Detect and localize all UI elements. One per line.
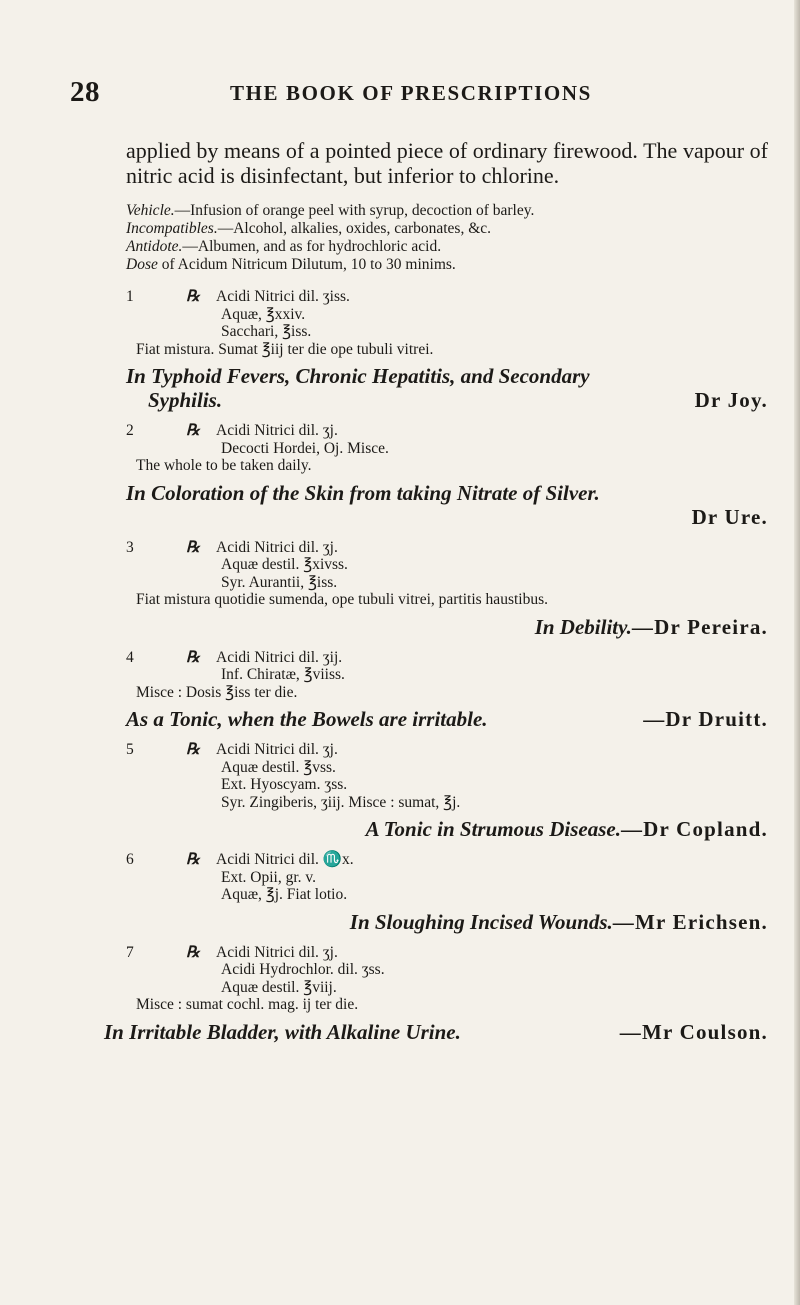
prescription-4 bbox=[126, 649, 768, 702]
rx-line: Ext. Opii, gr. v. bbox=[221, 868, 317, 886]
note-text: of Acidum Nitricum Dilutum, 10 to 30 minims. bbox=[157, 256, 456, 273]
indication-title: A Tonic in Strumous Disease. bbox=[365, 817, 621, 841]
recipe-icon: ℞ bbox=[186, 851, 200, 868]
prescription-number: 4 bbox=[126, 648, 134, 666]
indication-author: —Dr Druitt. bbox=[643, 707, 768, 731]
ingredient: Acidi Nitrici dil. ʒj. bbox=[216, 943, 338, 961]
intro-paragraph: applied by means of a pointed piece of ordinary firewood. The vapour of nitric acid is disinfectant, but inferior to chlorine. bbox=[126, 138, 768, 188]
recipe-icon: ℞ bbox=[186, 288, 200, 305]
prescription-number: 1 bbox=[126, 288, 134, 305]
rx-line bbox=[186, 422, 768, 440]
rx-line: Ext. Hyoscyam. ʒss. bbox=[221, 776, 348, 793]
ingredient: Acidi Nitrici dil. ʒj. bbox=[216, 422, 338, 439]
rx-line: Aquæ destil. ℥vss. bbox=[221, 758, 336, 776]
indication-author: Dr Joy. bbox=[694, 388, 768, 412]
indication-author: —Mr Coulson. bbox=[619, 1019, 768, 1044]
note-key: Antidote. bbox=[126, 238, 183, 255]
indication-title: As a Tonic, when the Bowels are irritable. bbox=[126, 707, 488, 731]
rx-line bbox=[186, 944, 768, 962]
rx-directions: Fiat mistura quotidie sumenda, ope tubuli vitrei, partitis haustibus. bbox=[136, 591, 548, 608]
rx-line bbox=[186, 539, 768, 557]
recipe-icon: ℞ bbox=[186, 538, 200, 556]
page-edge-shadow bbox=[794, 0, 800, 1305]
rx-line: Syr. Zingiberis, ʒiij. Misce : sumat, ℥j. bbox=[221, 793, 461, 811]
prescription-number: 2 bbox=[126, 422, 134, 439]
recipe-icon: ℞ bbox=[186, 422, 200, 439]
rx-directions: Misce : Dosis ℥iss ter die. bbox=[136, 683, 298, 701]
indication-title: In Debility. bbox=[534, 614, 632, 639]
indication-heading-7 bbox=[104, 1020, 768, 1044]
note-text: —Alcohol, alkalies, oxides, carbonates, &c. bbox=[217, 220, 492, 237]
prescription-3 bbox=[126, 539, 768, 609]
rx-line: Sacchari, ℥iss. bbox=[221, 323, 312, 340]
recipe-icon: ℞ bbox=[186, 741, 200, 758]
indication-heading-5 bbox=[126, 817, 768, 841]
indication-title: In Irritable Bladder, with Alkaline Urine. bbox=[104, 1019, 461, 1044]
note-text: —Infusion of orange peel with syrup, decoction of barley. bbox=[174, 202, 535, 219]
indication-heading-3 bbox=[126, 615, 768, 639]
page-body bbox=[104, 138, 768, 1054]
ingredient: Acidi Nitrici dil. ʒij. bbox=[216, 648, 343, 666]
prescription-number: 7 bbox=[126, 943, 134, 961]
indication-heading-1 bbox=[126, 364, 768, 412]
rx-line: Inf. Chiratæ, ℥viiss. bbox=[221, 666, 345, 683]
indication-title: In Sloughing Incised Wounds. bbox=[349, 909, 613, 934]
drug-notes bbox=[126, 202, 768, 274]
note-text: —Albumen, and as for hydrochloric acid. bbox=[182, 238, 442, 255]
ingredient: Acidi Nitrici dil. ʒj. bbox=[216, 741, 338, 758]
rx-line bbox=[186, 288, 768, 306]
note-antidote bbox=[126, 238, 768, 256]
indication-author: Dr Ure. bbox=[691, 504, 768, 529]
rx-line: Syr. Aurantii, ℥iss. bbox=[221, 573, 338, 591]
page-number: 28 bbox=[70, 76, 100, 108]
prescription-number: 6 bbox=[126, 851, 134, 868]
rx-directions: Fiat mistura. Sumat ℥iij ter die ope tubuli vitrei. bbox=[136, 340, 434, 358]
indication-title-cont: Syphilis. bbox=[148, 388, 223, 412]
rx-line bbox=[186, 741, 768, 759]
note-key: Vehicle. bbox=[126, 202, 175, 219]
note-vehicle bbox=[126, 202, 768, 220]
indication-author: —Dr Copland. bbox=[620, 817, 768, 841]
recipe-icon: ℞ bbox=[186, 648, 200, 666]
note-dose bbox=[126, 256, 768, 274]
ingredient: Acidi Nitrici dil. ʒiss. bbox=[216, 288, 350, 305]
rx-line bbox=[186, 851, 768, 869]
running-title: THE BOOK OF PRESCRIPTIONS bbox=[230, 81, 592, 105]
ingredient: Acidi Nitrici dil. ʒj. bbox=[216, 538, 338, 556]
rx-line: Acidi Hydrochlor. dil. ʒss. bbox=[221, 961, 385, 978]
indication-heading-6 bbox=[126, 910, 768, 934]
recipe-icon: ℞ bbox=[186, 943, 200, 961]
rx-line: Aquæ, ℥xxiv. bbox=[221, 305, 306, 323]
prescription-6 bbox=[126, 851, 768, 904]
indication-title: In Typhoid Fevers, Chronic Hepatitis, and Secondary bbox=[126, 364, 590, 388]
rx-directions: Misce : sumat cochl. mag. ij ter die. bbox=[136, 996, 359, 1013]
indication-author: —Mr Erichsen. bbox=[612, 909, 768, 934]
prescription-number: 5 bbox=[126, 741, 134, 758]
rx-line: Aquæ destil. ℥xivss. bbox=[221, 556, 348, 573]
indication-author: —Dr Pereira. bbox=[631, 614, 768, 639]
note-incompatibles bbox=[126, 220, 768, 238]
indication-heading-2 bbox=[126, 481, 768, 529]
prescription-7 bbox=[126, 944, 768, 1014]
rx-line: Aquæ destil. ℥viij. bbox=[221, 978, 337, 996]
rx-line: Aquæ, ℥j. Fiat lotio. bbox=[221, 886, 348, 903]
note-key: Dose bbox=[126, 256, 158, 273]
prescription-1 bbox=[126, 288, 768, 358]
prescription-number: 3 bbox=[126, 538, 134, 556]
ingredient: Acidi Nitrici dil. ♏x. bbox=[216, 851, 354, 868]
note-key: Incompatibles. bbox=[126, 220, 218, 237]
rx-line: Decocti Hordei, Oj. Misce. bbox=[221, 439, 389, 457]
page-header bbox=[70, 76, 730, 110]
indication-heading-4 bbox=[126, 707, 768, 731]
rx-line bbox=[186, 649, 768, 667]
prescription-5 bbox=[126, 741, 768, 811]
rx-directions: The whole to be taken daily. bbox=[136, 457, 312, 474]
indication-title: In Coloration of the Skin from taking Nitrate of Silver. bbox=[126, 480, 600, 505]
prescription-2 bbox=[126, 422, 768, 475]
